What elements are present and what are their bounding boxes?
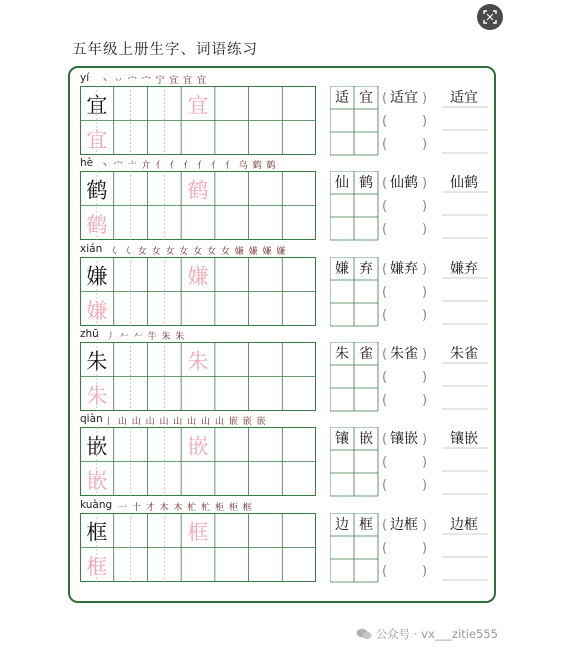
right-paren: ) (422, 455, 428, 470)
underline-word: 朱雀 (450, 346, 478, 362)
paren-word: 适宜 (390, 90, 418, 106)
word-character: 嵌 (359, 431, 373, 447)
trace-character: 嵌 (187, 434, 209, 459)
tian-grid[interactable] (80, 342, 316, 411)
stroke-order: 丿 𠂉 𠂉 牛 朱 朱 (106, 332, 186, 342)
right-paren: ) (422, 564, 428, 579)
trace-character: 框 (86, 555, 108, 579)
tian-grid[interactable] (80, 257, 316, 326)
model-character: 嵌 (86, 434, 108, 459)
left-paren: ( (382, 564, 388, 579)
right-paren: ) (422, 114, 428, 129)
paren-word: 仙鹤 (390, 175, 418, 191)
underline-word: 镶嵌 (450, 431, 478, 447)
ocr-scan-button[interactable] (477, 4, 503, 30)
model-character: 朱 (86, 349, 108, 374)
word-character: 边 (335, 517, 349, 533)
tian-grid[interactable] (80, 513, 316, 582)
right-paren: ) (422, 137, 428, 152)
trace-character: 鹤 (86, 213, 108, 237)
word-character: 鹤 (359, 175, 373, 191)
left-paren: ( (382, 347, 388, 362)
left-paren: ( (382, 91, 388, 106)
word-character: 框 (359, 517, 373, 533)
word-practice[interactable] (330, 257, 492, 329)
trace-character: 框 (187, 520, 209, 545)
pinyin-label: qiàn (80, 413, 103, 425)
pinyin-label: yí (80, 72, 90, 84)
word-practice[interactable] (330, 86, 492, 158)
right-paren: ) (422, 478, 428, 493)
trace-character: 宜 (86, 128, 108, 152)
word-character: 雀 (359, 346, 373, 362)
word-character: 宜 (359, 90, 373, 106)
practice-row (70, 499, 494, 585)
left-paren: ( (382, 114, 388, 129)
word-practice[interactable] (330, 513, 492, 585)
trace-character: 宜 (187, 93, 209, 118)
left-paren: ( (382, 455, 388, 470)
stroke-order: 丨 山 山 山 山 山 山 山 山 嵌 嵌 嵌 (104, 417, 267, 427)
left-paren: ( (382, 370, 388, 385)
pinyin-label: kuàng (80, 499, 113, 511)
left-paren: ( (382, 393, 388, 408)
paren-word: 镶嵌 (390, 431, 418, 447)
left-paren: ( (382, 176, 388, 191)
left-paren: ( (382, 478, 388, 493)
word-practice[interactable] (330, 427, 492, 499)
left-paren: ( (382, 541, 388, 556)
right-paren: ) (422, 91, 428, 106)
right-paren: ) (422, 518, 428, 533)
trace-character: 嫌 (86, 299, 108, 323)
word-character: 弃 (359, 261, 373, 277)
underline-word: 嫌弃 (450, 261, 478, 277)
word-character: 镶 (335, 431, 349, 447)
worksheet (68, 66, 496, 603)
right-paren: ) (422, 308, 428, 323)
underline-word: 适宜 (450, 90, 478, 106)
right-paren: ) (422, 393, 428, 408)
practice-row (70, 243, 494, 329)
stroke-order: 丶 丷 宀 宀 宁 宜 宜 宜 (100, 76, 208, 86)
left-paren: ( (382, 137, 388, 152)
tian-grid[interactable] (80, 86, 316, 155)
trace-character: 朱 (187, 349, 209, 374)
wechat-icon (356, 628, 372, 640)
watermark (356, 626, 498, 642)
left-paren: ( (382, 222, 388, 237)
left-paren: ( (382, 432, 388, 447)
trace-character: 鹤 (187, 178, 209, 203)
right-paren: ) (422, 222, 428, 237)
left-paren: ( (382, 262, 388, 277)
underline-word: 仙鹤 (450, 175, 478, 191)
practice-row (70, 157, 494, 243)
paren-word: 边框 (390, 517, 418, 533)
right-paren: ) (422, 370, 428, 385)
pinyin-label: xián (80, 243, 103, 255)
pinyin-label: zhū (80, 328, 99, 340)
model-character: 宜 (86, 93, 108, 118)
left-paren: ( (382, 285, 388, 300)
word-character: 嫌 (335, 261, 349, 277)
practice-row (70, 328, 494, 414)
trace-character: 嵌 (86, 469, 108, 493)
right-paren: ) (422, 262, 428, 277)
pinyin-label: hè (80, 157, 94, 169)
scan-text-icon (483, 10, 497, 24)
left-paren: ( (382, 518, 388, 533)
paren-word: 嫌弃 (390, 261, 418, 277)
left-paren: ( (382, 199, 388, 214)
paren-word: 朱雀 (390, 346, 418, 362)
right-paren: ) (422, 347, 428, 362)
page-title: 五年级上册生字、词语练习 (72, 42, 258, 58)
practice-row (70, 413, 494, 499)
trace-character: 朱 (86, 384, 108, 408)
word-practice[interactable] (330, 342, 492, 414)
left-paren: ( (382, 308, 388, 323)
tian-grid[interactable] (80, 171, 316, 240)
stroke-order: 丶 宀 亠 亣 亻 亻 亻 亻 亻 亻 乌 鹤 鹤 (100, 161, 277, 171)
right-paren: ) (422, 176, 428, 191)
right-paren: ) (422, 285, 428, 300)
right-paren: ) (422, 432, 428, 447)
model-character: 鹤 (86, 178, 108, 203)
tian-grid[interactable] (80, 427, 316, 496)
right-paren: ) (422, 541, 428, 556)
word-practice[interactable] (330, 171, 492, 243)
word-character: 适 (335, 90, 349, 106)
practice-row (70, 72, 494, 158)
model-character: 框 (86, 520, 108, 545)
model-character: 嫌 (86, 264, 108, 289)
stroke-order: 𡿨 𡿨 女 女 女 女 女 女 女 嫌 嫌 嫌 嫌 (110, 247, 287, 257)
underline-word: 边框 (450, 517, 478, 533)
watermark-text: 公众号 · vx___zitie555 (375, 627, 498, 641)
right-paren: ) (422, 199, 428, 214)
stroke-order: 一 十 才 木 木 杧 杧 柜 柜 框 (118, 503, 253, 513)
word-character: 仙 (335, 175, 349, 191)
trace-character: 嫌 (187, 264, 209, 289)
word-character: 朱 (335, 346, 349, 362)
